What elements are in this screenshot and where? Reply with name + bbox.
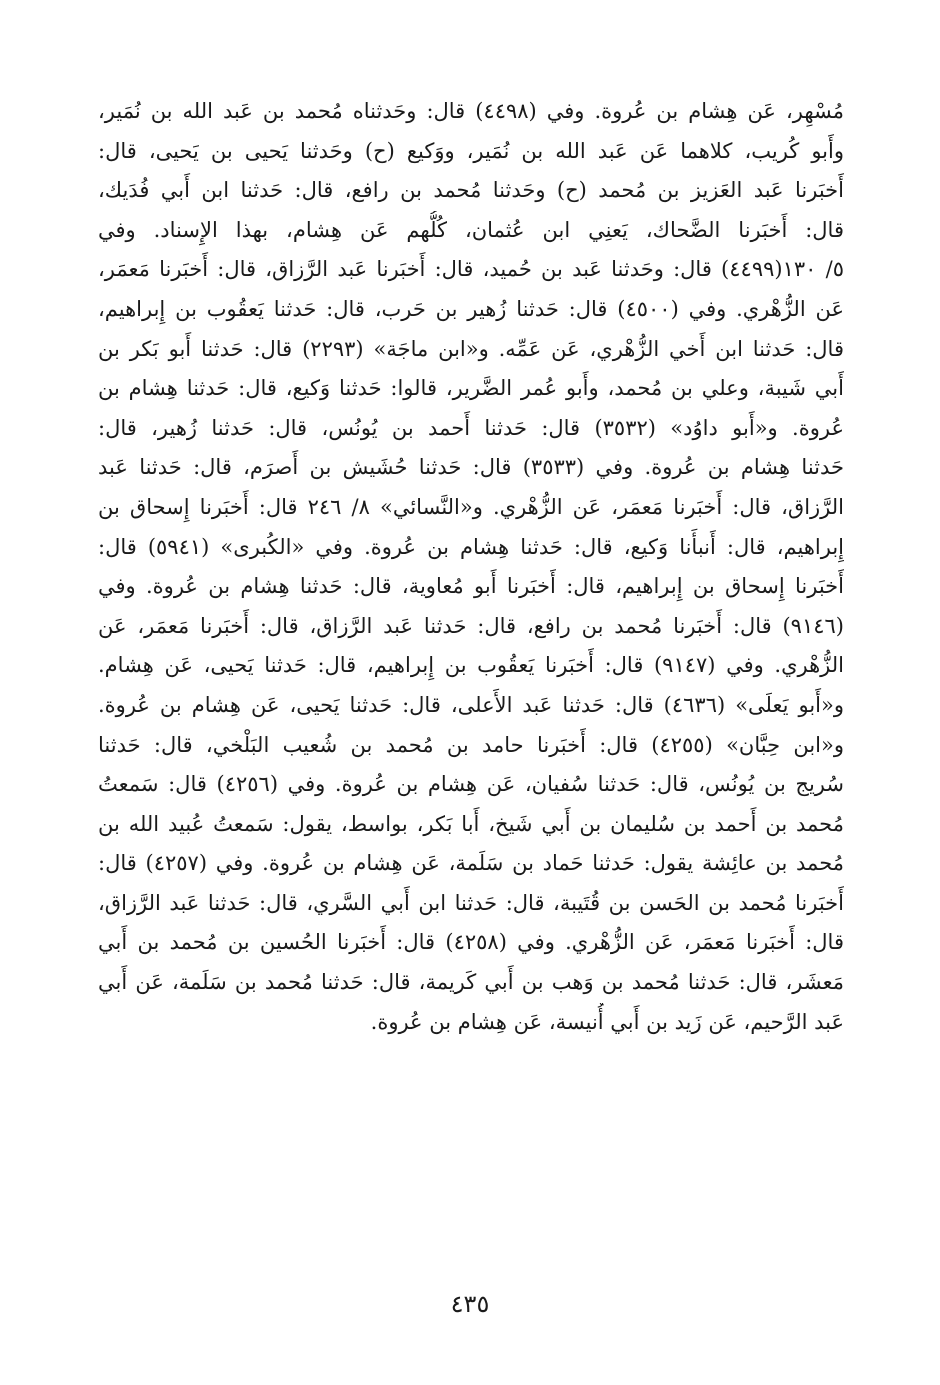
- text-line: سُريج بن يُونُس، قال: حَدثنا سُفيان، عَن هِشام بن عُروة. وفي (٤٢٥٦) قال: سَمعتُ: [98, 772, 844, 797]
- text-line: مُحمد بن أَحمد بن سُليمان بن أَبي شَيخ، أَبا بَكر، بواسط، يقول: سَمعتُ عُبيد الله بن: [98, 811, 844, 836]
- text-line: قال: أَخبَرنا الضَّحاك، يَعنِي ابن عُثمان، كُلُّهم عَن هِشام، بهذا الإِسناد. وفي: [98, 217, 844, 242]
- text-line: قال: حَدثنا ابن أَخي الزُّهْري، عَن عَمِّه. و«ابن ماجَة» (٢٢٩٣) قال: حَدثنا أَبو بَكر بن: [98, 336, 844, 361]
- text-line: أَخبَرنا إِسحاق بن إِبراهيم، قال: أَخبَرنا أَبو مُعاوية، قال: حَدثنا هِشام بن عُروة. وفي: [98, 574, 844, 599]
- text-line: و«ابن حِبَّان» (٤٢٥٥) قال: أَخبَرنا حامد بن مُحمد بن شُعيب البَلْخي، قال: حَدثنا: [98, 732, 844, 757]
- text-line: الزُّهْري. وفي (٩١٤٧) قال: أَخبَرنا يَعقُوب بن إِبراهيم، قال: حَدثنا يَحيى، عَن هِشام.: [98, 653, 844, 678]
- text-line: عَن الزُّهْري. وفي (٤٥٠٠) قال: حَدثنا زُهير بن حَرب، قال: حَدثنا يَعقُوب بن إِبراهيم،: [98, 296, 844, 321]
- text-line: أَخبَرنا مُحمد بن الحَسن بن قُتَيبة، قال: حَدثنا ابن أَبي السَّري، قال: حَدثنا عَبد الرَّزاق،: [98, 890, 844, 915]
- text-line: مُحمد بن عائِشة يقول: حَدثنا حَماد بن سَلَمة، عَن هِشام بن عُروة. وفي (٤٢٥٧) قال:: [98, 851, 844, 876]
- text-line: (٩١٤٦) قال: أَخبَرنا مُحمد بن رافع، قال: حَدثنا عَبد الرَّزاق، قال: أَخبَرنا مَعمَر، عَن: [98, 613, 844, 638]
- text-line: إِبراهيم، قال: أَنبأَنا وَكيع، قال: حَدثنا هِشام بن عُروة. وفي «الكُبرى» (٥٩٤١) قال:: [98, 534, 844, 559]
- body-text: [98, 92, 844, 1042]
- text-line: و«أَبو يَعلَى» (٤٦٣٦) قال: حَدثنا عَبد الأَعلى، قال: حَدثنا يَحيى، عَن هِشام بن عُروة.: [98, 692, 844, 717]
- text-line: مُسْهِر، عَن هِشام بن عُروة. وفي (٤٤٩٨) قال: وحَدثناه مُحمد بن عَبد الله بن نُمَير،: [98, 99, 844, 123]
- text-line: الرَّزاق، قال: أَخبَرنا مَعمَر، عَن الزُّهْري. و«النَّسائي» ٨/ ٢٤٦ قال: أَخبَرنا إِسحاق بن: [98, 494, 844, 519]
- text-line: قال: أَخبَرنا مَعمَر، عَن الزُّهْري. وفي (٤٢٥٨) قال: أَخبَرنا الحُسين بن مُحمد بن أَبي: [98, 930, 844, 955]
- text-line: وأَبو كُريب، كلاهما عَن عَبد الله بن نُمَير، ووَكيع (ح) وحَدثنا يَحيى بن يَحيى، قال:: [98, 138, 844, 163]
- text-line: مَعشَر، قال: حَدثنا مُحمد بن وَهب بن أَبي كَريمة، قال: حَدثنا مُحمد بن سَلَمة، عَن أَبي: [98, 970, 844, 995]
- page-number: ٤٣٥: [450, 1290, 490, 1318]
- text-line: أَخبَرنا عَبد العَزيز بن مُحمد (ح) وحَدثنا مُحمد بن رافع، قال: حَدثنا ابن أَبي فُدَيك،: [98, 178, 844, 203]
- text-line: عَبد الرَّحيم، عَن زَيد بن أَبي أُنيسة، عَن هِشام بن عُروة.: [370, 1009, 844, 1034]
- text-line: أَبي شَيبة، وعلي بن مُحمد، وأَبو عُمر الضَّرير، قالوا: حَدثنا وَكيع، قال: حَدثنا هِشام بن: [98, 376, 844, 401]
- text-line: عُروة. و«أَبو داوُد» (٣٥٣٢) قال: حَدثنا أَحمد بن يُونُس، قال: حَدثنا زُهير، قال:: [98, 415, 844, 440]
- text-line: ٥/ ١٣٠(٤٤٩٩) قال: وحَدثنا عَبد بن حُميد، قال: أَخبَرنا عَبد الرَّزاق، قال: أَخبَرنا مَعمَر،: [98, 257, 844, 282]
- text-line: حَدثنا هِشام بن عُروة. وفي (٣٥٣٣) قال: حَدثنا حُشَيش بن أَصرَم، قال: حَدثنا عَبد: [98, 455, 844, 480]
